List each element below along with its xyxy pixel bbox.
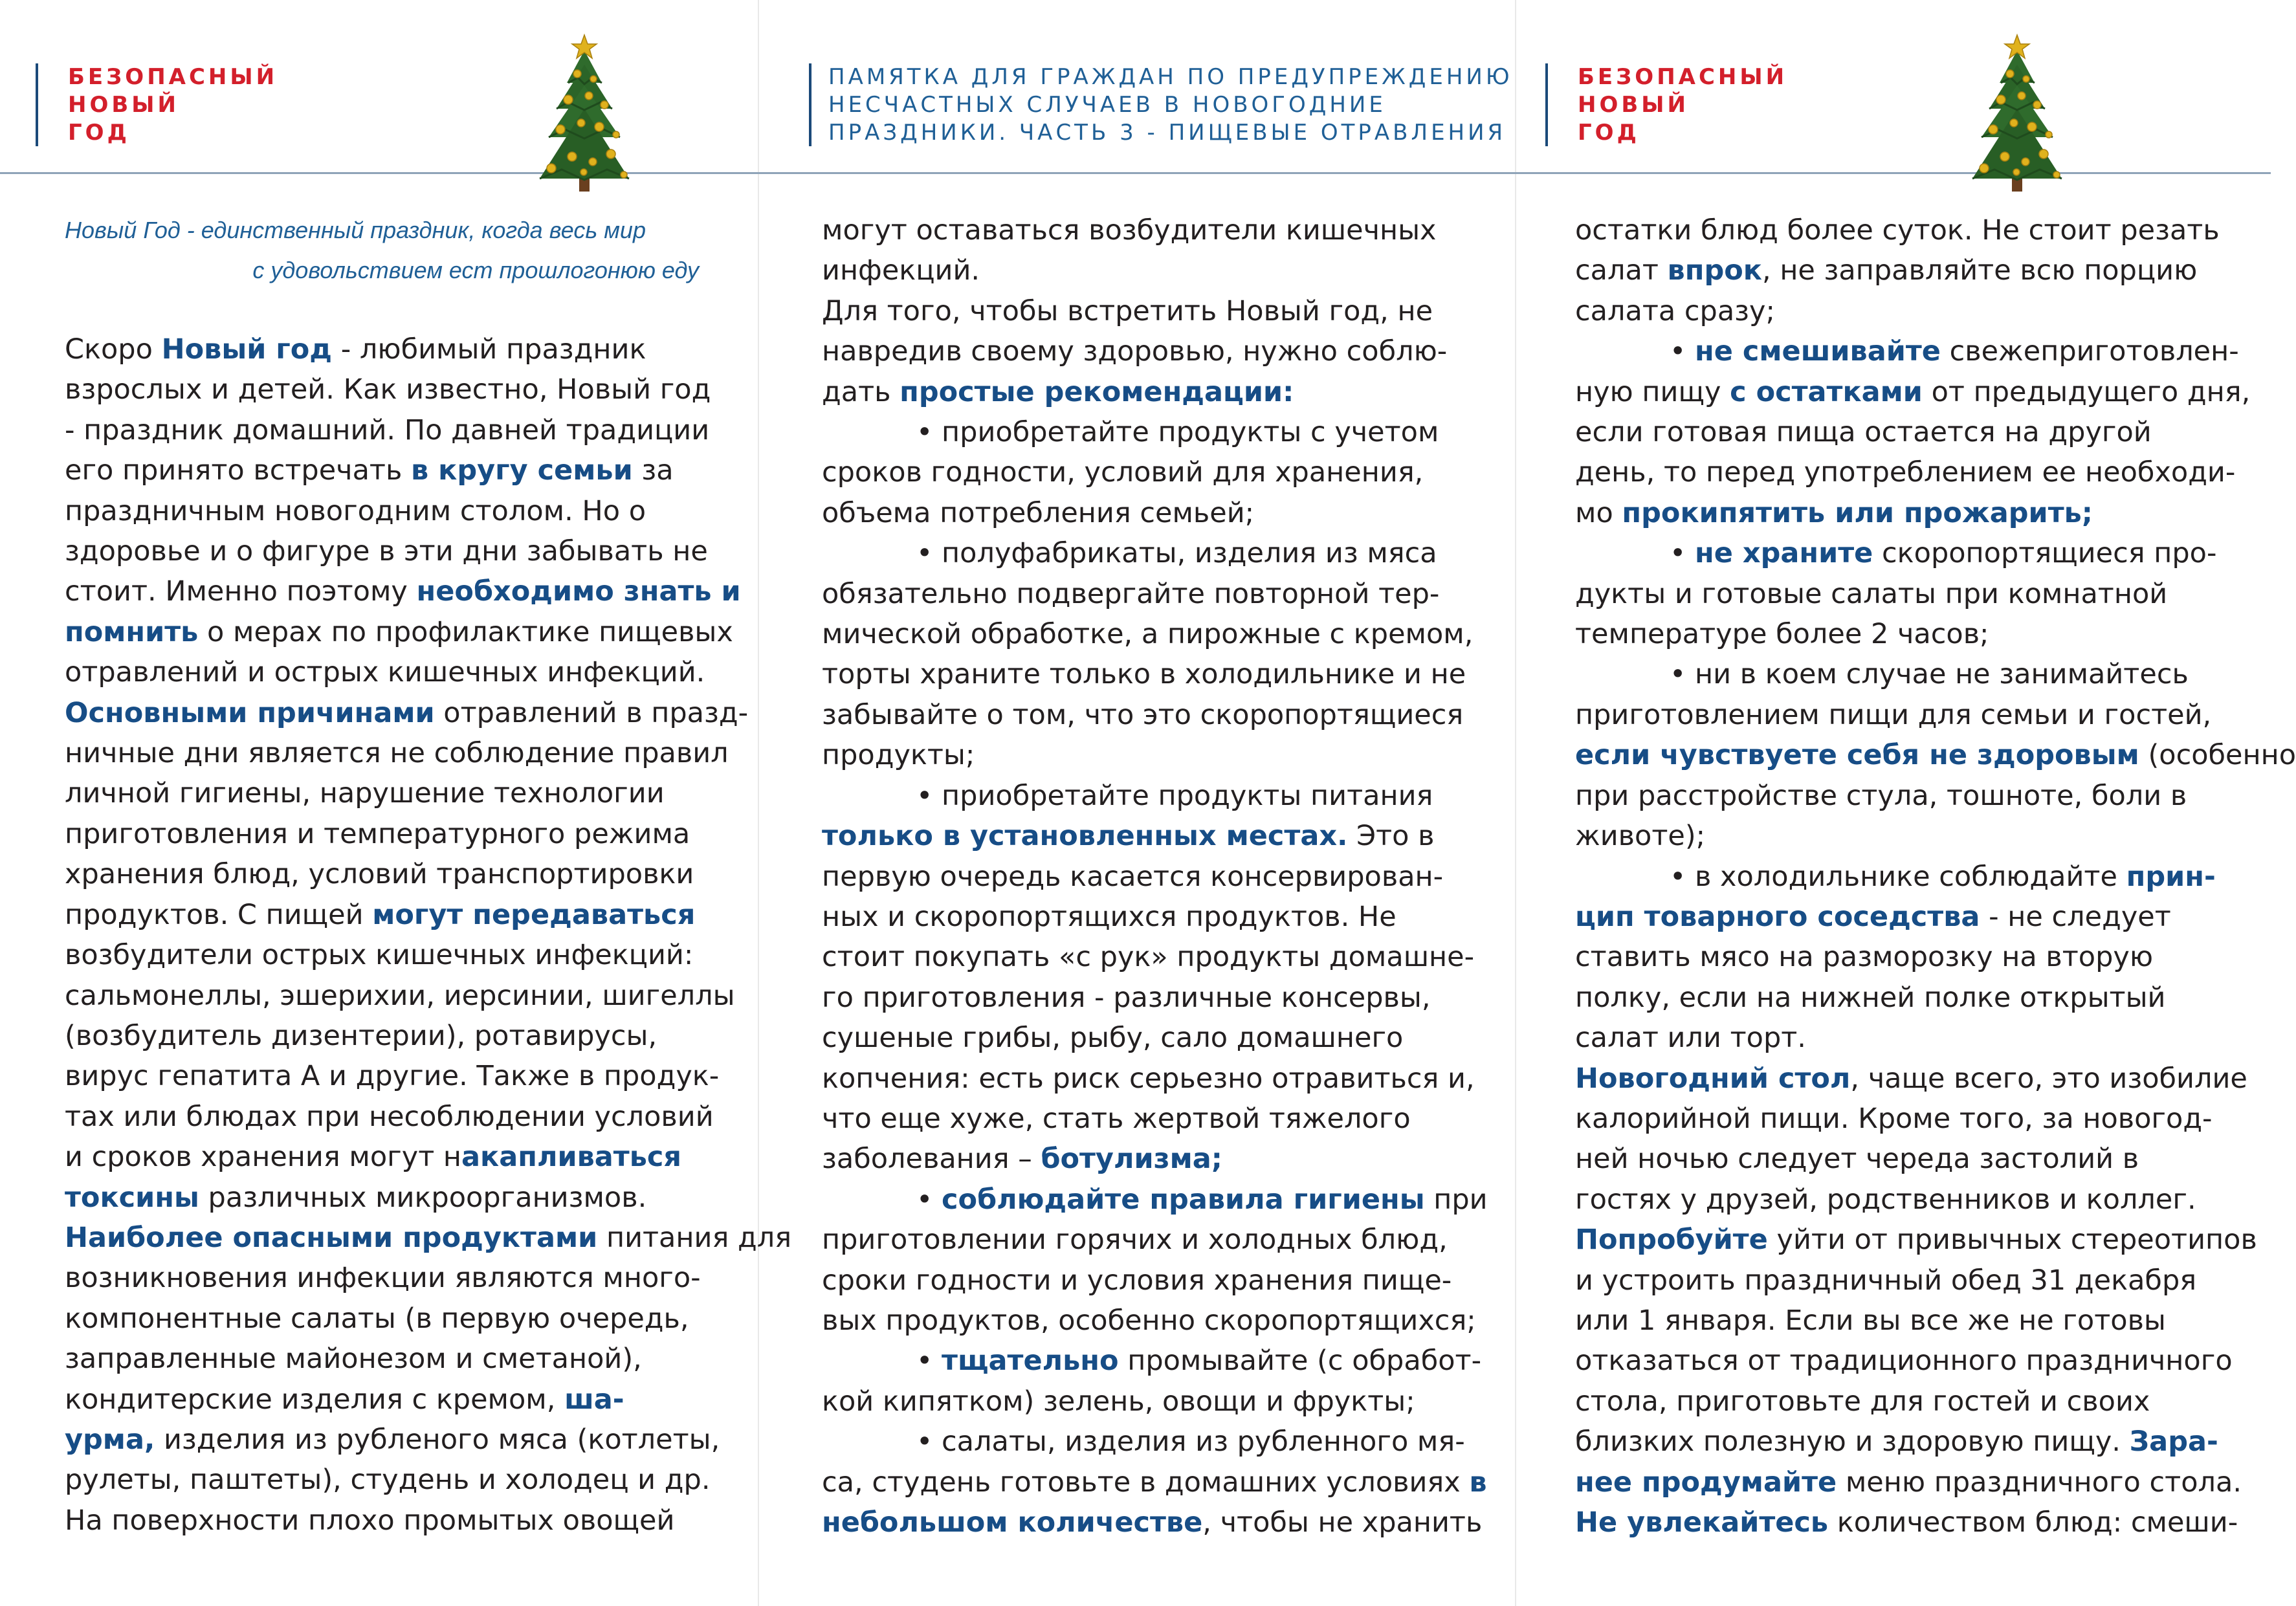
text-line: [65, 814, 791, 854]
text-run: или 1 января. Если вы все же не готовы: [1575, 1304, 2166, 1337]
text-run: праздничным новогодним столом. Но о: [65, 494, 646, 527]
text-line: [822, 1139, 1488, 1179]
text-run: при расстройстве стула, тошноте, боли в: [1575, 779, 2187, 812]
text-run: изделия из рубленого мяса (котлеты,: [155, 1423, 720, 1456]
text-run: приготовлении горячих и холодных блюд,: [822, 1224, 1448, 1257]
right-tag-line-2: НОВЫЙ: [1578, 92, 1689, 118]
text-line: [822, 857, 1488, 897]
epigraph-line-2: с удовольствием ест прошлогонюю еду: [252, 257, 699, 283]
text-run: Для того, чтобы встретить Новый год, не: [822, 294, 1433, 327]
text-line: [65, 854, 791, 894]
text-line: [822, 1502, 1488, 1543]
text-line: [1575, 250, 2296, 291]
text-line: [822, 291, 1488, 331]
text-line: [1575, 331, 2296, 371]
text-run: - любимый праздник: [332, 333, 646, 366]
text-run: вых продуктов, особенно скоропортящихся;: [822, 1304, 1476, 1337]
text-run: могут оставаться возбудители кишечных: [822, 214, 1437, 247]
text-line: [822, 816, 1488, 856]
highlighted-phrase: с остатками: [1730, 375, 1923, 408]
text-run: продуктов. С пищей: [65, 898, 373, 931]
text-run: салат: [1575, 254, 1668, 287]
highlighted-phrase: токсины: [65, 1181, 199, 1214]
highlighted-phrase: Зара-: [2129, 1425, 2218, 1458]
text-run: копчения: есть риск серьезно отравиться и,: [822, 1062, 1475, 1095]
text-run: • приобретайте продукты с учетом: [916, 416, 1439, 449]
text-run: стоит. Именно поэтому: [65, 575, 417, 608]
right-header-tag: [1545, 63, 1787, 146]
text-line: [822, 776, 1488, 816]
highlighted-phrase: только в установленных местах.: [822, 820, 1348, 853]
text-run: день, то перед употреблением ее необходи-: [1575, 456, 2236, 489]
text-run: кой кипятком) зелень, овощи и фрукты;: [822, 1385, 1415, 1418]
epigraph: [65, 210, 699, 291]
text-line: [822, 654, 1488, 694]
text-line: [822, 1381, 1488, 1422]
text-run: навредив своему здоровью, нужно соблю-: [822, 335, 1448, 368]
text-line: [822, 897, 1488, 937]
text-line: [1575, 1018, 2296, 1058]
text-run: са, студень готовьте в домашних условиях: [822, 1466, 1470, 1499]
text-line: [65, 733, 791, 773]
left-tag-line-2: НОВЫЙ: [68, 92, 179, 118]
text-line: [65, 450, 791, 490]
text-run: животе);: [1575, 820, 1706, 853]
text-line: [822, 1180, 1488, 1220]
text-run: продукты;: [822, 739, 975, 772]
text-line: [1575, 1180, 2296, 1220]
text-run: заправленные майонезом и сметаной),: [65, 1343, 642, 1376]
text-line: [65, 1137, 791, 1177]
text-line: [1575, 735, 2296, 775]
text-line: [1575, 614, 2296, 654]
highlighted-phrase: нее продумайте: [1575, 1466, 1837, 1499]
text-run: температуре более 2 часов;: [1575, 618, 1989, 651]
highlighted-phrase: соблюдайте правила гигиены: [942, 1183, 1425, 1216]
text-run: близких полезную и здоровую пищу.: [1575, 1425, 2130, 1458]
text-run: возникновения инфекции являются много-: [65, 1262, 701, 1295]
epigraph-line-1: Новый Год - единственный праздник, когда весь мир: [65, 217, 646, 243]
text-run: гостях у друзей, родственников и коллег.: [1575, 1183, 2196, 1216]
text-line: [65, 1097, 791, 1137]
text-run: стола, приготовьте для гостей и своих: [1575, 1385, 2150, 1418]
text-run: если готовая пища остается на другой: [1575, 416, 2152, 449]
text-run: и устроить праздничный обед 31 декабря: [1575, 1264, 2197, 1297]
text-run: сальмонеллы, эшерихии, иерсинии, шигеллы: [65, 979, 735, 1012]
text-line: [822, 493, 1488, 533]
text-run: - не следует: [1980, 900, 2171, 933]
text-run: ставить мясо на разморозку на вторую: [1575, 941, 2154, 974]
text-run: • полуфабрикаты, изделия из мяса: [916, 537, 1437, 570]
left-tag-line-1: БЕЗОПАСНЫЙ: [68, 64, 278, 90]
text-line: [1575, 291, 2296, 331]
text-run: взрослых и детей. Как известно, Новый год: [65, 373, 711, 406]
text-line: [1575, 1139, 2296, 1179]
highlighted-phrase: Наиболее опасными продуктами: [65, 1221, 598, 1254]
text-line: [65, 1420, 791, 1460]
text-run: торты храните только в холодильнике и не: [822, 658, 1466, 691]
text-run: от предыдущего дня,: [1922, 375, 2251, 408]
highlighted-phrase: тщательно: [942, 1345, 1119, 1378]
text-line: [1575, 978, 2296, 1018]
text-run: •: [1670, 537, 1695, 570]
text-line: [822, 978, 1488, 1018]
christmas-tree-icon: [529, 32, 639, 201]
text-line: [1575, 574, 2296, 614]
leaflet-title: [809, 63, 1513, 146]
text-line: [1575, 1220, 2296, 1260]
text-run: салат или торт.: [1575, 1022, 1806, 1055]
text-line: [1575, 1422, 2296, 1462]
text-line: [1575, 1502, 2296, 1543]
text-line: [65, 1380, 791, 1420]
text-run: , чаще всего, это изобилие: [1850, 1062, 2247, 1095]
text-run: дукты и готовые салаты при комнатной: [1575, 577, 2168, 610]
text-run: приготовлением пищи для семьи и гостей,: [1575, 698, 2212, 731]
title-line-3: ПРАЗДНИКИ. ЧАСТЬ 3 - ПИЩЕВЫЕ ОТРАВЛЕНИЯ: [828, 120, 1507, 146]
text-line: [65, 976, 791, 1016]
highlighted-phrase: не храните: [1695, 537, 1873, 570]
text-line: [1575, 412, 2296, 452]
text-line: [822, 1018, 1488, 1058]
text-line: [65, 1056, 791, 1096]
text-run: хранения блюд, условий транспортировки: [65, 858, 694, 891]
text-line: [65, 1339, 791, 1379]
text-run: сроков годности, условий для хранения,: [822, 456, 1424, 489]
highlighted-phrase: акапливаться: [461, 1141, 682, 1174]
text-run: Скоро: [65, 333, 162, 366]
text-line: [822, 452, 1488, 492]
text-run: заболевания –: [822, 1143, 1041, 1176]
text-run: питания для: [597, 1221, 792, 1254]
text-run: здоровье и о фигуре в эти дни забывать не: [65, 535, 708, 568]
header-divider: [0, 172, 2271, 174]
text-run: го приготовления - различные консервы,: [822, 981, 1431, 1014]
highlighted-phrase: Не увлекайтесь: [1575, 1506, 1829, 1539]
text-line: [65, 410, 791, 450]
highlighted-phrase: в кругу семьи: [410, 454, 633, 487]
text-line: [1575, 654, 2296, 694]
text-line: [65, 1299, 791, 1339]
highlighted-phrase: небольшом количестве: [822, 1506, 1203, 1539]
highlighted-phrase: могут передаваться: [372, 898, 696, 931]
text-run: , чтобы не хранить: [1202, 1506, 1483, 1539]
text-run: Это в: [1347, 820, 1435, 853]
text-run: обязательно подвергайте повторной тер-: [822, 577, 1440, 610]
text-run: • приобретайте продукты питания: [916, 779, 1433, 812]
text-line: [1575, 1462, 2296, 1502]
text-run: его принято встречать: [65, 454, 411, 487]
text-line: [65, 491, 791, 531]
text-line: [1575, 937, 2296, 977]
text-run: , не заправляйте всю порцию: [1761, 254, 2198, 287]
text-line: [822, 1260, 1488, 1301]
text-line: [65, 935, 791, 975]
text-line: [822, 331, 1488, 371]
text-line: [1575, 1059, 2296, 1099]
text-run: отравлений и острых кишечных инфекций.: [65, 656, 705, 689]
text-line: [1575, 1301, 2296, 1341]
text-run: ную пищу: [1575, 375, 1730, 408]
text-line: [1575, 493, 2296, 533]
text-line: [822, 695, 1488, 735]
highlighted-phrase: Основными причинами: [65, 696, 435, 729]
text-run: рулеты, паштеты), студень и холодец и др.: [65, 1464, 711, 1497]
highlighted-phrase: прокипятить или прожарить;: [1622, 496, 2093, 529]
text-run: - праздник домашний. По давней традиции: [65, 413, 710, 446]
text-line: [1575, 533, 2296, 573]
highlighted-phrase: Новый год: [161, 333, 333, 366]
highlighted-phrase: если чувствуете себя не здоровым: [1575, 739, 2139, 772]
text-column-left: [65, 329, 791, 1541]
text-run: компонентные салаты (в первую очередь,: [65, 1302, 689, 1335]
text-line: [822, 937, 1488, 977]
text-run: дать: [822, 375, 900, 408]
text-line: [822, 412, 1488, 452]
text-line: [65, 1016, 791, 1056]
text-line: [65, 571, 791, 611]
text-line: [1575, 452, 2296, 492]
text-line: [65, 773, 791, 813]
text-run: скоропортящиеся про-: [1873, 537, 2217, 570]
text-run: меню праздничного стола.: [1837, 1466, 2242, 1499]
highlighted-phrase: простые рекомендации:: [900, 375, 1294, 408]
text-run: отказаться от традиционного праздничного: [1575, 1345, 2233, 1378]
text-run: калорийной пищи. Кроме того, за новогод-: [1575, 1102, 2213, 1135]
text-run: промывайте (с обработ-: [1118, 1345, 1482, 1378]
text-run: и сроков хранения могут н: [65, 1141, 462, 1174]
text-run: салата сразу;: [1575, 294, 1775, 327]
text-line: [65, 1258, 791, 1298]
highlighted-phrase: ботулизма;: [1041, 1143, 1222, 1176]
text-run: На поверхности плохо промытых овощей: [65, 1504, 675, 1537]
text-run: ничные дни является не соблюдение правил: [65, 737, 729, 770]
text-run: • в холодильнике соблюдайте: [1670, 860, 2126, 893]
text-line: [822, 574, 1488, 614]
text-run: личной гигиены, нарушение технологии: [65, 777, 665, 810]
text-line: [822, 250, 1488, 291]
text-run: • ни в коем случае не занимайтесь: [1670, 658, 2189, 691]
highlighted-phrase: ша-: [564, 1383, 624, 1416]
text-run: ней ночью следует череда застолий в: [1575, 1143, 2139, 1176]
text-column-right: [1575, 210, 2296, 1543]
text-run: (возбудитель дизентерии), ротавирусы,: [65, 1019, 657, 1052]
text-column-center: [822, 210, 1488, 1543]
text-line: [1575, 1381, 2296, 1422]
text-run: объема потребления семьей;: [822, 496, 1255, 529]
text-line: [65, 531, 791, 571]
text-run: различных микроорганизмов.: [199, 1181, 647, 1214]
text-line: [822, 1099, 1488, 1139]
text-line: [65, 612, 791, 652]
text-line: [822, 735, 1488, 775]
fold-line-right: [1515, 0, 1516, 1606]
text-run: количеством блюд: смеши-: [1828, 1506, 2238, 1539]
text-line: [65, 1501, 791, 1541]
text-line: [1575, 1260, 2296, 1301]
text-line: [1575, 372, 2296, 412]
text-line: [822, 1341, 1488, 1381]
text-run: • салаты, изделия из рубленного мя-: [916, 1425, 1465, 1458]
text-run: вирус гепатита А и другие. Также в продук-: [65, 1060, 720, 1093]
text-run: забывайте о том, что это скоропортящиеся: [822, 698, 1464, 731]
text-run: инфекций.: [822, 254, 980, 287]
text-run: остатки блюд более суток. Не стоит резать: [1575, 214, 2220, 247]
text-run: приготовления и температурного режима: [65, 817, 690, 850]
text-run: •: [916, 1183, 942, 1216]
text-run: сушеные грибы, рыбу, сало домашнего: [822, 1022, 1404, 1055]
text-line: [65, 369, 791, 410]
highlighted-phrase: в: [1469, 1466, 1487, 1499]
text-run: стоит покупать «с рук» продукты домашне-: [822, 941, 1475, 974]
highlighted-phrase: помнить: [65, 615, 199, 648]
highlighted-phrase: урма,: [65, 1423, 155, 1456]
text-line: [65, 693, 791, 733]
text-line: [65, 329, 791, 369]
highlighted-phrase: цип товарного соседства: [1575, 900, 1980, 933]
text-line: [822, 1059, 1488, 1099]
text-line: [1575, 776, 2296, 816]
text-line: [65, 1460, 791, 1500]
text-run: первую очередь касается консервирован-: [822, 860, 1444, 893]
text-line: [822, 210, 1488, 250]
christmas-tree-icon: [1962, 32, 2072, 201]
title-line-2: НЕСЧАСТНЫХ СЛУЧАЕВ В НОВОГОДНИЕ: [828, 92, 1386, 118]
text-run: ных и скоропортящихся продуктов. Не: [822, 900, 1396, 933]
left-header-tag: [36, 63, 278, 146]
text-line: [822, 1301, 1488, 1341]
text-run: тах или блюдах при несоблюдении условий: [65, 1100, 714, 1133]
text-run: отравлений в празд-: [434, 696, 749, 729]
text-line: [65, 652, 791, 692]
text-line: [65, 1178, 791, 1218]
text-run: уйти от привычных стереотипов: [1767, 1224, 2257, 1257]
text-line: [822, 372, 1488, 412]
text-run: (особенно: [2139, 739, 2296, 772]
text-run: сроки годности и условия хранения пище-: [822, 1264, 1452, 1297]
highlighted-phrase: необходимо знать и: [416, 575, 741, 608]
text-run: что еще хуже, стать жертвой тяжелого: [822, 1102, 1411, 1135]
text-run: свежеприготовлен-: [1940, 335, 2239, 368]
text-line: [1575, 1099, 2296, 1139]
text-line: [1575, 897, 2296, 937]
right-tag-line-1: БЕЗОПАСНЫЙ: [1578, 64, 1788, 90]
text-line: [822, 1220, 1488, 1260]
text-line: [1575, 210, 2296, 250]
text-run: мо: [1575, 496, 1622, 529]
text-line: [65, 895, 791, 935]
text-run: мической обработке, а пирожные с кремом,: [822, 618, 1474, 651]
text-line: [65, 1218, 791, 1258]
highlighted-phrase: Новогодний стол: [1575, 1062, 1851, 1095]
text-run: о мерах по профилактике пищевых: [198, 615, 733, 648]
text-run: при: [1424, 1183, 1488, 1216]
text-line: [1575, 857, 2296, 897]
highlighted-phrase: прин-: [2126, 860, 2216, 893]
text-line: [822, 1422, 1488, 1462]
highlighted-phrase: Попробуйте: [1575, 1224, 1768, 1257]
text-line: [1575, 1341, 2296, 1381]
text-run: полку, если на нижней полке открытый: [1575, 981, 2166, 1014]
highlighted-phrase: не смешивайте: [1695, 335, 1941, 368]
text-line: [822, 1462, 1488, 1502]
highlighted-phrase: впрок: [1667, 254, 1762, 287]
text-line: [822, 614, 1488, 654]
text-run: за: [632, 454, 674, 487]
left-tag-line-3: ГОД: [68, 120, 130, 146]
text-run: кондитерские изделия с кремом,: [65, 1383, 565, 1416]
text-run: •: [1670, 335, 1695, 368]
text-line: [822, 533, 1488, 573]
text-run: •: [916, 1345, 942, 1378]
title-line-1: ПАМЯТКА ДЛЯ ГРАЖДАН ПО ПРЕДУПРЕЖДЕНИЮ: [828, 64, 1513, 90]
text-run: возбудители острых кишечных инфекций:: [65, 939, 694, 972]
text-line: [1575, 816, 2296, 856]
right-tag-line-3: ГОД: [1578, 120, 1640, 146]
text-line: [1575, 695, 2296, 735]
